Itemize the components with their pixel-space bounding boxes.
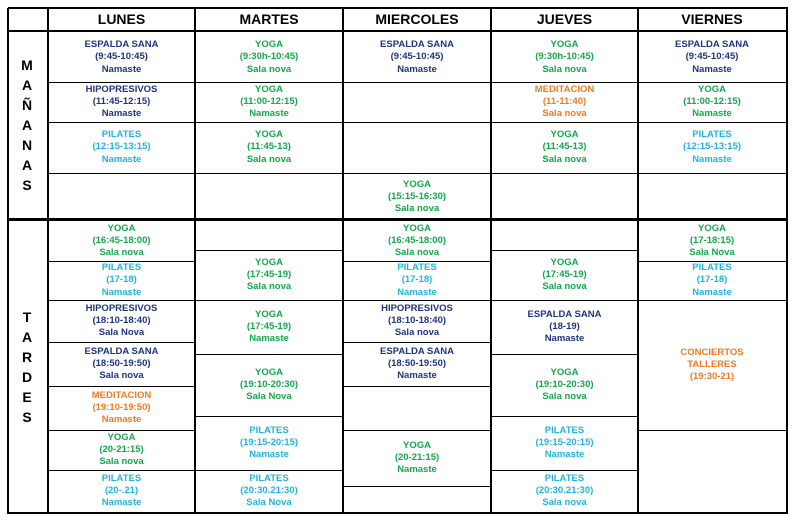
class-detail: Sala nova [246, 153, 292, 165]
grid-line [491, 173, 638, 174]
grid-line [195, 122, 343, 123]
grid-line [48, 470, 195, 471]
period-letter: M [21, 57, 33, 73]
class-cell [48, 470, 195, 512]
class-detail: (11-11:40) [542, 95, 587, 107]
class-name: YOGA [107, 222, 136, 234]
class-name: YOGA [698, 83, 726, 95]
class-detail: Sala Nova [246, 391, 292, 403]
class-detail: (17:45-19) [246, 320, 292, 332]
grid-line [343, 122, 491, 123]
class-detail: Sala Nova [98, 327, 145, 339]
class-name: PILATES [101, 262, 142, 274]
grid-line [786, 8, 788, 514]
class-name: YOGA [550, 366, 579, 378]
class-cell [491, 250, 638, 300]
grid-line [195, 82, 343, 83]
grid-line [48, 122, 195, 123]
class-cell [195, 300, 343, 354]
period-letter: T [22, 308, 32, 325]
class-detail: Namaste [101, 286, 142, 298]
class-cell [48, 221, 195, 261]
class-detail: Sala nova [99, 247, 144, 259]
class-name: ESPALDA SANA [84, 39, 159, 51]
grid-line [638, 300, 786, 301]
class-detail: (19:15-20:15) [535, 436, 594, 448]
class-cell [195, 82, 343, 122]
grid-line [195, 470, 343, 471]
period-letter: A [21, 77, 33, 93]
period-label-tardes [9, 221, 45, 512]
class-detail: Namaste [692, 153, 732, 165]
class-detail: Namaste [101, 153, 142, 165]
grid-line [638, 173, 786, 174]
class-detail: Sala nova [246, 281, 292, 293]
grid-line [195, 300, 343, 301]
period-letter: A [21, 117, 33, 133]
grid-line [343, 430, 491, 431]
period-letter: D [21, 368, 33, 385]
class-detail: Sala nova [542, 281, 587, 293]
class-detail: (9:45-10:45) [95, 51, 148, 63]
class-name: PILATES [544, 472, 585, 484]
grid-line [48, 386, 195, 387]
class-name: HIPOPRESIVOS [85, 83, 158, 95]
class-name: YOGA [255, 39, 283, 51]
class-detail: Sala nova [542, 153, 587, 165]
class-cell [343, 342, 491, 386]
class-cell [491, 470, 638, 512]
class-detail: (19:30-21) [689, 371, 735, 383]
class-cell [195, 354, 343, 416]
grid-line [8, 7, 788, 9]
class-cell [48, 300, 195, 342]
class-cell [343, 173, 491, 221]
grid-line [195, 250, 343, 251]
class-detail: Namaste [692, 108, 732, 120]
class-detail: (9:30h-10:45) [239, 51, 299, 63]
class-name: HIPOPRESIVOS [381, 302, 453, 314]
class-name: PILATES [249, 424, 289, 436]
grid-line [48, 430, 195, 431]
class-cell [343, 221, 491, 261]
day-header-martes: MARTES [239, 11, 299, 27]
grid-line [343, 486, 491, 487]
grid-line [638, 82, 786, 83]
class-detail: (18-19) [549, 320, 580, 332]
class-name: HIPOPRESIVOS [85, 302, 158, 314]
class-detail: Namaste [101, 63, 142, 75]
class-detail: (20-21:15) [99, 443, 144, 455]
class-detail: Sala nova [394, 247, 440, 259]
class-name: YOGA [550, 129, 579, 141]
grid-line [48, 261, 195, 262]
class-cell [48, 342, 195, 386]
grid-line [343, 342, 491, 343]
class-name: PILATES [544, 424, 585, 436]
class-cell [48, 430, 195, 470]
class-detail: (9:45-10:45) [685, 51, 739, 63]
class-detail: Sala nova [542, 108, 587, 120]
grid-line [343, 300, 491, 301]
period-letter: S [22, 177, 32, 193]
period-label-mananas [9, 33, 45, 217]
grid-line [343, 173, 491, 174]
period-letter: E [22, 388, 32, 405]
class-detail: Sala Nova [246, 497, 292, 509]
day-header-jueves: JUEVES [536, 11, 593, 27]
class-name: ESPALDA SANA [380, 39, 454, 51]
class-cell [491, 33, 638, 82]
class-detail: (19:10-20:30) [535, 378, 594, 390]
class-detail: (17-18) [106, 274, 137, 286]
day-header-viernes: VIERNES [681, 11, 743, 27]
grid-line [638, 122, 786, 123]
class-detail: (20-21:15) [394, 451, 440, 463]
grid-line [491, 416, 638, 417]
class-name: YOGA [403, 178, 431, 190]
grid-line [491, 470, 638, 471]
class-cell [343, 261, 491, 300]
grid-line [638, 261, 786, 262]
grid-line [195, 173, 343, 174]
period-letter: R [21, 348, 33, 365]
class-cell [491, 300, 638, 354]
class-name: YOGA [255, 308, 283, 320]
class-cell [638, 33, 786, 82]
class-cell [491, 82, 638, 122]
class-cell [195, 122, 343, 173]
class-detail: (16:45-18:00) [387, 234, 447, 246]
class-detail: Namaste [249, 108, 289, 120]
period-letter: A [21, 328, 33, 345]
class-detail: (12:15-13:15) [682, 141, 742, 153]
class-detail: (20:30.21:30) [240, 484, 298, 496]
class-detail: (11:45-13) [247, 141, 291, 153]
class-detail: (17:45-19) [542, 268, 587, 280]
class-cell [343, 33, 491, 82]
grid-line [491, 82, 638, 83]
class-detail: (9:30h-10:45) [535, 51, 594, 63]
class-detail: Sala nova [394, 203, 440, 215]
class-detail: (17-18:15) [689, 234, 735, 246]
class-detail: (19:10-20:30) [239, 378, 299, 390]
class-cell [343, 430, 491, 486]
grid-line [195, 354, 343, 355]
period-letter: S [22, 408, 32, 425]
grid-line [343, 261, 491, 262]
class-cell [343, 300, 491, 342]
class-detail: (11:00-12:15) [240, 95, 298, 107]
class-detail: (19:10-19:50) [92, 401, 151, 413]
class-name: MEDITACION [534, 83, 595, 95]
period-letter: A [21, 157, 33, 173]
class-name: ESPALDA SANA [84, 345, 159, 357]
class-cell [48, 386, 195, 430]
class-detail: (11:45-12:15) [92, 95, 151, 107]
class-cell [48, 261, 195, 300]
class-detail: Namaste [101, 108, 142, 120]
class-cell [638, 122, 786, 173]
grid-line [8, 512, 788, 514]
grid-line [491, 354, 638, 355]
grid-line [343, 82, 491, 83]
class-detail: (20:30.21:30) [535, 484, 594, 496]
class-detail: Sala nova [99, 456, 144, 468]
class-cell [491, 122, 638, 173]
grid-line [491, 300, 638, 301]
class-name: YOGA [550, 256, 579, 268]
class-name: YOGA [550, 39, 579, 51]
class-name: MEDITACION [91, 389, 152, 401]
class-name: PILATES [692, 262, 732, 274]
class-detail: (19:15-20:15) [239, 436, 299, 448]
class-name: YOGA [255, 129, 283, 141]
class-detail: (17:45-19) [246, 268, 292, 280]
grid-line [48, 173, 195, 174]
class-detail: Namaste [249, 333, 289, 345]
class-detail: Namaste [101, 414, 142, 426]
class-name: YOGA [403, 222, 431, 234]
class-detail: Sala nova [542, 63, 587, 75]
class-detail: Sala nova [246, 63, 292, 75]
grid-line [491, 122, 638, 123]
class-detail: Namaste [397, 370, 437, 382]
class-detail: (16:45-18:00) [92, 234, 151, 246]
grid-line [195, 416, 343, 417]
class-detail: (20-.21) [104, 484, 139, 496]
class-detail: Namaste [397, 63, 437, 75]
grid-line [343, 386, 491, 387]
period-letter: Ñ [21, 97, 33, 113]
class-detail: (11:45-13) [542, 141, 587, 153]
class-detail: Sala nova [542, 497, 587, 509]
class-name: ESPALDA SANA [380, 345, 454, 357]
class-detail: Namaste [544, 333, 585, 345]
class-detail: (15:15-16:30) [387, 190, 447, 202]
class-name: PILATES [692, 129, 732, 141]
class-name: PILATES [101, 129, 142, 141]
class-detail: (9:45-10:45) [390, 51, 444, 63]
class-detail: Namaste [397, 464, 437, 476]
class-detail: Sala nova [99, 370, 144, 382]
day-header-lunes: LUNES [97, 11, 146, 27]
class-name: PILATES [101, 472, 142, 484]
class-detail: (18:10-18:40) [387, 314, 447, 326]
class-detail: (18:50-19:50) [387, 357, 447, 369]
class-cell [638, 261, 786, 300]
class-detail: Sala nova [394, 327, 440, 339]
class-name: PILATES [249, 472, 289, 484]
class-cell [195, 470, 343, 512]
class-name: YOGA [255, 256, 283, 268]
class-cell [48, 82, 195, 122]
period-letter: N [21, 137, 33, 153]
class-cell [195, 250, 343, 300]
class-cell [491, 416, 638, 470]
class-cell [638, 82, 786, 122]
class-cell [195, 416, 343, 470]
class-name: YOGA [403, 439, 431, 451]
class-detail: Namaste [692, 63, 732, 75]
class-cell [491, 354, 638, 416]
grid-line [48, 300, 195, 301]
class-detail: Namaste [249, 449, 289, 461]
class-name: CONCIERTOS [680, 346, 744, 358]
class-cell [48, 33, 195, 82]
class-detail: Namaste [397, 286, 437, 298]
class-detail: Sala nova [542, 391, 587, 403]
class-detail: (18:10-18:40) [92, 314, 151, 326]
class-detail: TALLERES [687, 358, 737, 370]
class-detail: (18:50-19:50) [92, 357, 151, 369]
grid-line [8, 218, 788, 221]
class-detail: (12:15-13:15) [92, 141, 151, 153]
class-cell [195, 33, 343, 82]
class-detail: Namaste [692, 286, 732, 298]
class-detail: Sala Nova [689, 247, 735, 259]
class-detail: Namaste [101, 497, 142, 509]
grid-line [48, 342, 195, 343]
class-detail: Namaste [544, 449, 585, 461]
grid-line [491, 250, 638, 251]
class-name: PILATES [397, 262, 437, 274]
grid-line [8, 30, 788, 32]
grid-line [48, 82, 195, 83]
day-header-miercoles: MIERCOLES [375, 11, 459, 27]
grid-line [7, 8, 9, 514]
class-name: ESPALDA SANA [527, 308, 602, 320]
class-detail: (17-18) [401, 274, 433, 286]
class-detail: (11:00-12:15) [683, 95, 741, 107]
class-cell [48, 122, 195, 173]
class-name: YOGA [107, 431, 136, 443]
class-detail: (17-18) [696, 274, 728, 286]
class-name: ESPALDA SANA [675, 39, 749, 51]
class-name: YOGA [698, 222, 726, 234]
class-cell [638, 221, 786, 261]
class-name: YOGA [255, 366, 283, 378]
class-name: YOGA [255, 83, 283, 95]
grid-line [638, 430, 786, 431]
class-cell [638, 300, 786, 430]
